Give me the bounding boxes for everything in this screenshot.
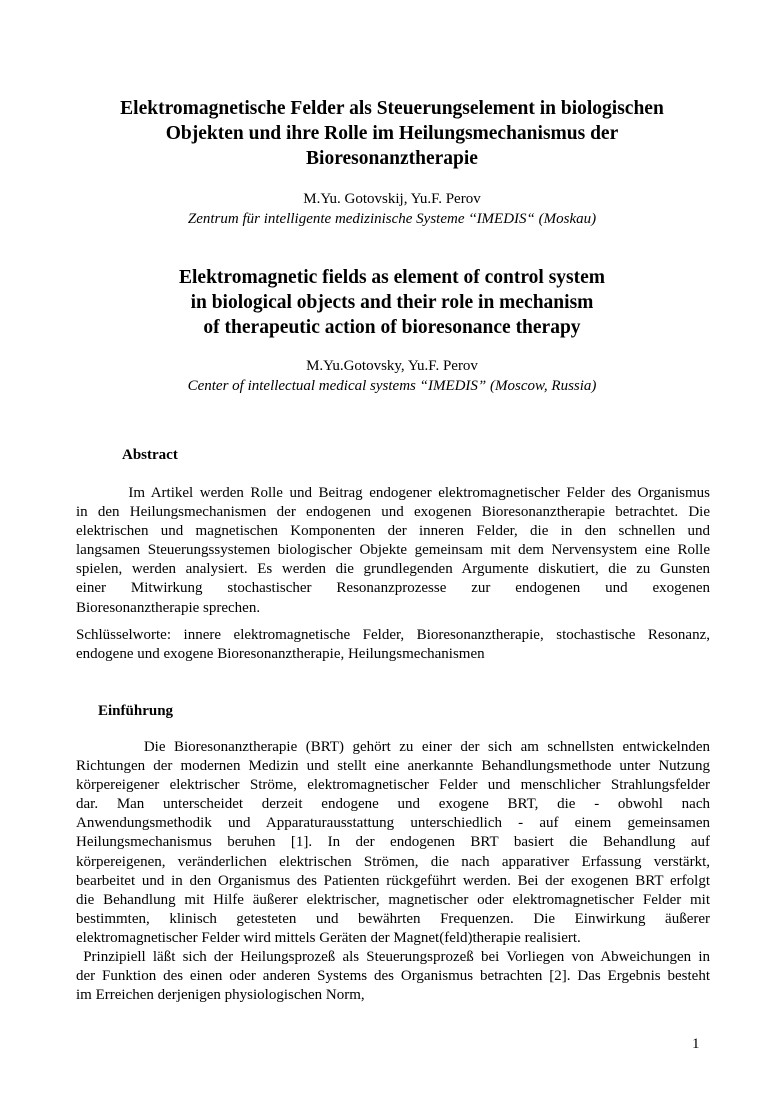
english-title (60, 265, 724, 340)
page-number: 1 (692, 1036, 700, 1052)
english-title-line: Elektromagnetic fields as element of control system (178, 267, 606, 288)
english-authors (60, 356, 724, 396)
introduction-line: elektromagnetischer Felder wird mittels Geräten der Magnet(feld)therapie realisiert. (76, 929, 581, 946)
english-title-line: in biological objects and their role in mechanism (190, 292, 594, 313)
abstract-line: einer Mitwirkung stochastischer Resonanzprozesse zur endogenen und exogenen (76, 580, 710, 597)
introduction-line: Anwendungsmethodik und Apparaturausstattung unterschiedlich - auf einem gemeinsamen (76, 815, 710, 832)
english-author-names: M.Yu.Gotovsky, Yu.F. Perov (306, 358, 478, 374)
german-author-names: M.Yu. Gotovskij, Yu.F. Perov (303, 191, 481, 207)
english-affiliation: Center of intellectual medical systems “IMEDIS” (Moscow, Russia) (187, 378, 597, 394)
abstract-heading: Abstract (122, 447, 178, 463)
german-authors (60, 189, 724, 229)
abstract-line: langsamen Steuerungssystemen biologischer Objekte gemeinsam mit dem Nervensystem eine Rolle (76, 542, 710, 559)
english-title-line: of therapeutic action of bioresonance therapy (203, 317, 581, 338)
abstract-line: Bioresonanztherapie sprechen. (76, 599, 261, 616)
german-affiliation: Zentrum für intelligente medizinische Systeme ‘‘IMEDIS“ (Moskau) (187, 211, 597, 227)
abstract-line: elektrischen und magnetischen Komponenten der inneren Felder, die in den schnellen und (76, 523, 710, 540)
keywords-line: endogene und exogene Bioresonanztherapie, Heilungsmechanismen (76, 646, 485, 663)
introduction-line: dar. Man unterscheidet derzeit endogene und exogene BRT, die - obwohl nach (76, 796, 710, 813)
introduction-line: Heilungsmechanismus beruhen [1]. In der endogenen BRT basiert die Behandlung auf (76, 834, 710, 851)
abstract-line: spielen, werden analysiert. Es werden die grundlegenden Argumente diskutiert, die zu Gunsten (76, 561, 710, 578)
introduction-line: im Erreichen derjenigen physiologischen Norm, (76, 987, 365, 1004)
introduction-line: bearbeitet und in den Organismus des Patienten rückgeführt werden. Bei der exogenen BRT erfolgt (76, 872, 710, 889)
introduction-line: Richtungen der modernen Medizin und stellt eine anerkannte Behandlungsmethode unter Nutzung (76, 758, 710, 775)
abstract-line: in den Heilungsmechanismen der endogenen und exogenen Bioresonanztherapie betrachtet. Die (76, 504, 710, 521)
introduction-paragraph (76, 738, 710, 1005)
introduction-line: Prinzipiell läßt sich der Heilungsprozeß als Steuerungsprozeß bei Vorliegen von Abweichungen in (76, 949, 710, 966)
german-title-line: Bioresonanztherapie (306, 148, 478, 169)
abstract-paragraph (76, 484, 710, 618)
introduction-line: der Funktion des einen oder anderen Systems des Organismus betrachten [2]. Das Ergebnis besteht (76, 968, 710, 985)
introduction-heading: Einführung (98, 703, 174, 719)
introduction-line: körpereigenen, veränderlichen elektrischen Strömen, die nach apparativer Erfassung verstärkt, (76, 853, 710, 870)
introduction-line: bestimmten, klinisch getesteten und bewährten Frequenzen. Die Einwirkung äußerer (76, 910, 710, 927)
german-title-line: Elektromagnetische Felder als Steuerungselement in biologischen (120, 98, 664, 119)
introduction-line: körpereigener elektrischer Ströme, elektromagnetischer Felder und menschlicher Strahlungsfelder (76, 777, 710, 794)
german-title-line: Objekten und ihre Rolle im Heilungsmechanismus der (165, 123, 619, 144)
abstract-line: Im Artikel werden Rolle und Beitrag endogener elektromagnetischer Felder des Organismus (76, 485, 710, 501)
keywords-line: Schlüsselworte: innere elektromagnetische Felder, Bioresonanztherapie, stochastische Resonanz, (76, 627, 710, 643)
keywords-paragraph (76, 626, 710, 664)
introduction-line: Die Bioresonanztherapie (BRT) gehört zu einer der sich am schnellsten entwickelnden (76, 739, 710, 755)
introduction-line: die Behandlung mit Hilfe äußerer elektrischer, magnetischer oder elektromagnetischer Felder mit (76, 891, 710, 908)
german-title (60, 96, 724, 171)
